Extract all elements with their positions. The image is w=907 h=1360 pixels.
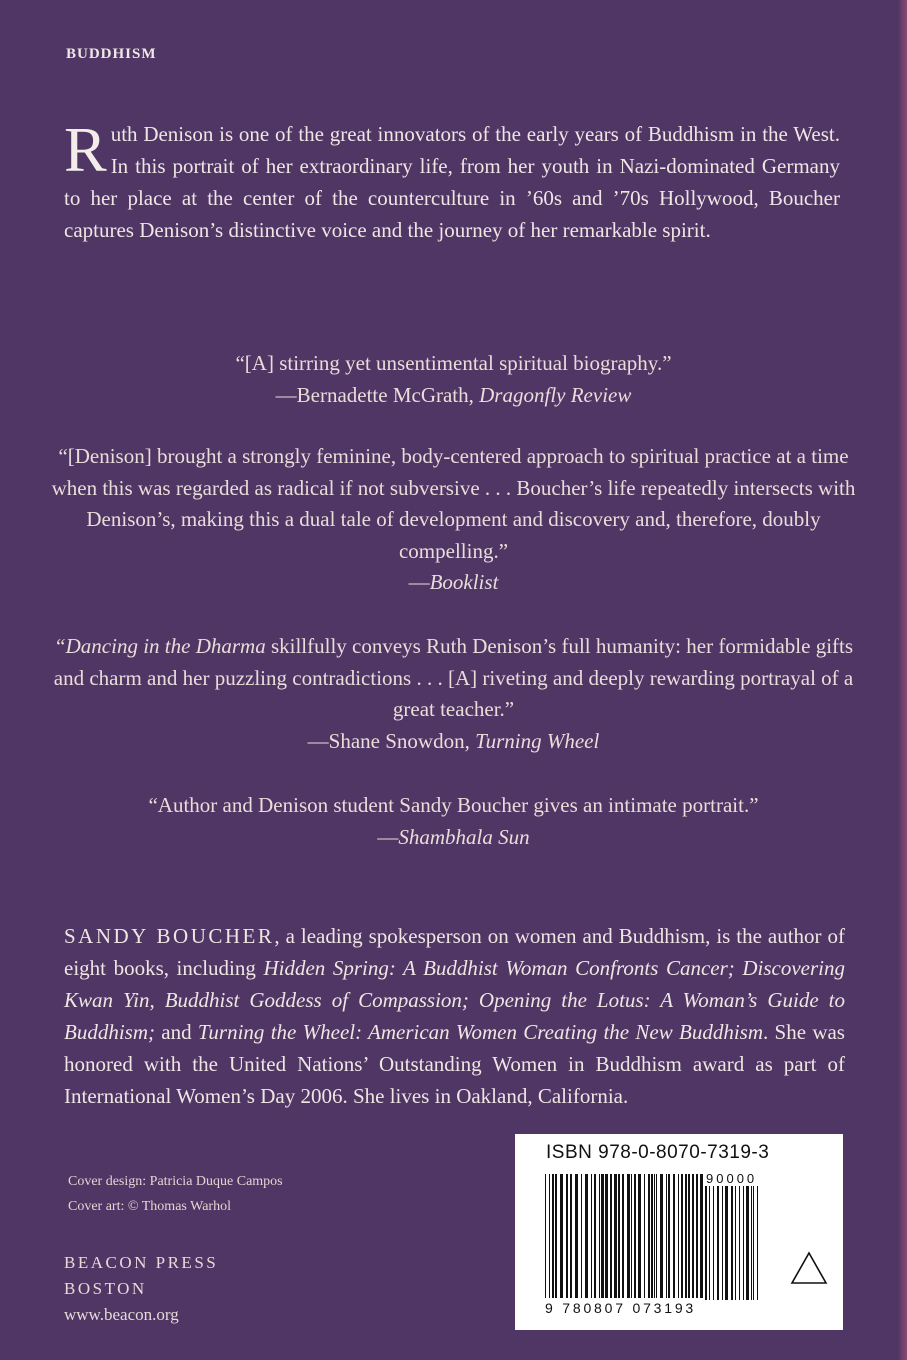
barcode-bar (717, 1186, 719, 1300)
barcode-bar (552, 1174, 554, 1298)
barcode-box (515, 1134, 843, 1330)
isbn-label: ISBN 978-0-8070-7319-3 (546, 1142, 770, 1163)
barcode-bar (743, 1186, 744, 1300)
barcode-bar (555, 1174, 557, 1298)
attribution-name: — (377, 824, 399, 849)
book-blurb (64, 114, 840, 246)
attribution-source: Turning Wheel (475, 728, 600, 753)
barcode-bar (696, 1174, 698, 1298)
barcode-bar (735, 1186, 736, 1300)
book-titles: Hidden Spring: A Buddhist Woman Confronts Cancer; Discovering Kwan Yin, Buddhist Goddess of Compassion; Opening the Lotus: A Woman’s Guide to Buddhism; (64, 956, 845, 1044)
barcode-bar (634, 1174, 636, 1298)
publisher-name: BEACON PRESS (64, 1253, 219, 1272)
barcode-bar (618, 1174, 620, 1298)
bio-text: and (155, 1020, 198, 1044)
book-title: Turning the Wheel: American Women Creating the New Buddhism (197, 1020, 763, 1044)
attribution-name: —Shane Snowdon, (307, 728, 476, 753)
barcode-bar (648, 1174, 650, 1298)
barcode-bar (709, 1186, 710, 1300)
barcode-bar (700, 1174, 703, 1298)
barcode-bar (566, 1174, 568, 1298)
barcode-bar (673, 1174, 675, 1298)
barcode-bar (614, 1174, 617, 1298)
quote-attribution (40, 726, 867, 758)
barcode-bar (631, 1174, 632, 1298)
cover-art-credit: Cover art: © Thomas Warhol (68, 1199, 231, 1214)
author-bio (64, 920, 845, 1112)
barcode-bar (654, 1174, 655, 1298)
barcode-bar (688, 1174, 690, 1298)
barcode-bar (731, 1186, 733, 1300)
ean-digits: 9 780807 073193 (545, 1300, 696, 1316)
barcode-bar (594, 1174, 596, 1298)
barcode-bar (570, 1174, 572, 1298)
barcode-bar (753, 1186, 754, 1300)
barcode-bar (591, 1174, 592, 1298)
review-quote (40, 631, 867, 757)
barcode-bar (585, 1174, 588, 1298)
review-quote (40, 348, 867, 411)
attribution-name: —Bernadette McGrath, (275, 382, 480, 407)
quote-title: “Dancing in the Dharma (53, 634, 266, 658)
cover-design-credit: Cover design: Patricia Duque Campos (68, 1174, 283, 1189)
quote-attribution (40, 822, 867, 854)
barcode-bar (678, 1174, 679, 1298)
barcode-bar (705, 1186, 707, 1300)
category-label: BUDDHISM (66, 46, 157, 62)
bio-text: , a leading spokesperson on women and Buddhism, is the author of eight books, including (64, 924, 845, 980)
review-quote (40, 790, 867, 853)
barcode-bar (666, 1174, 667, 1298)
barcode-bar (656, 1174, 657, 1298)
barcode-bar (575, 1174, 578, 1298)
blurb-text: uth Denison is one of the great innovators of the early years of Buddhism in the West. In this portrait of her extraordinary life, from her youth in Nazi-dominated Germany to her place at the center of the counterculture in ’60s and ’70s Hollywood, Boucher captures Denison’s distinctive voice and the journey of her remarkable spirit. (64, 122, 840, 242)
price-addon-bars (705, 1186, 761, 1300)
barcode-bar (681, 1174, 683, 1298)
barcode-bar (599, 1174, 600, 1298)
quote-text: “[A] stirring yet unsentimental spiritual biography.” (235, 351, 672, 375)
barcode-bar (549, 1174, 550, 1298)
barcode-bar (651, 1174, 653, 1298)
barcode-bar (692, 1174, 694, 1298)
barcode-bar (560, 1174, 563, 1298)
barcode-bar (668, 1174, 670, 1298)
barcode-bar (722, 1186, 723, 1300)
barcode-bar (622, 1174, 624, 1298)
drop-cap: R (64, 114, 107, 185)
quote-text: “[Denison] brought a strongly feminine, body-centered approach to spiritual practice at a time when this was regarded as radical if not subversive . . . Boucher’s life repeatedly intersects with Denison’s, making this a dual tale of development and discovery and, therefore, doubly compelling.” (51, 444, 856, 563)
attribution-source: Shambhala Sun (398, 824, 530, 849)
quote-text: skillfully conveys Ruth Denison’s full humanity: her formidable gifts and charm and her puzzling contradictions . . . [A] riveting and deeply rewarding portrayal of a great teacher.” (53, 634, 854, 721)
attribution-source: Booklist (429, 570, 499, 594)
attribution-name: — (408, 570, 430, 594)
quote-text: “Author and Denison student Sandy Boucher gives an intimate portrait.” (148, 793, 759, 817)
barcode-bar (660, 1174, 663, 1298)
barcode-bar (739, 1186, 740, 1300)
publisher-url: www.beacon.org (64, 1305, 179, 1324)
bio-text: . She was honored with the United Nations’ Outstanding Women in Buddhism award as part of International Women’s Day 2006. She lives in Oakland, California. (64, 1020, 845, 1108)
review-quote (40, 441, 867, 599)
cover-edge-strip (898, 0, 907, 1360)
attribution-source: Dragonfly Review (479, 382, 632, 407)
barcode-bar (685, 1174, 687, 1298)
quote-attribution (40, 380, 867, 412)
publisher-info (64, 1250, 218, 1328)
barcode-bar (545, 1174, 546, 1298)
barcode-bar (605, 1174, 608, 1298)
barcode-bar (644, 1174, 645, 1298)
triangle-icon (790, 1251, 828, 1285)
quote-attribution (40, 567, 867, 599)
barcode-bar (638, 1174, 641, 1298)
barcode-bar (581, 1174, 582, 1298)
barcode-bar (713, 1186, 714, 1300)
price-code: 90000 (706, 1171, 758, 1186)
barcode-bars (545, 1174, 705, 1298)
barcode-bar (610, 1174, 612, 1298)
barcode-bar (757, 1186, 758, 1300)
barcode-bar (751, 1186, 752, 1300)
barcode-bar (725, 1186, 728, 1300)
cover-credits (68, 1169, 283, 1219)
publisher-city: BOSTON (64, 1279, 147, 1298)
barcode-bar (746, 1186, 749, 1300)
barcode-bar (627, 1174, 630, 1298)
author-name: SANDY BOUCHER (64, 924, 275, 948)
barcode-bar (601, 1174, 604, 1298)
